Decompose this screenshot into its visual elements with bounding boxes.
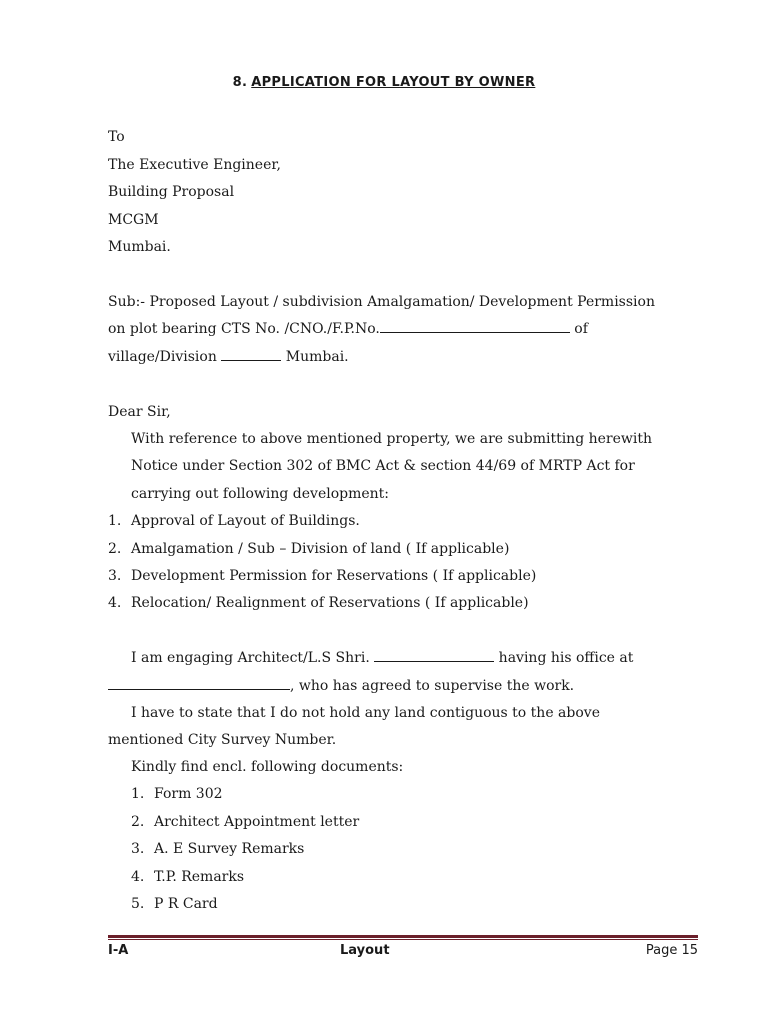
address-recipient: The Executive Engineer,: [108, 157, 281, 173]
footer-rule-thin: [108, 939, 698, 940]
list-number: 1.: [131, 786, 145, 802]
title-number: 8.: [232, 75, 248, 90]
subject-village-label: village/Division: [108, 349, 222, 365]
list-text: P R Card: [154, 896, 218, 912]
subject-of: of: [569, 321, 588, 337]
plot-number-blank: [380, 320, 570, 333]
list-text: Development Permission for Reservations ( If applicable): [131, 568, 537, 584]
list-number: 3.: [131, 841, 145, 857]
statement-line-1: I have to state that I do not hold any land contiguous to the above: [131, 705, 600, 721]
page-number: Page 15: [645, 943, 698, 958]
list-text: Amalgamation / Sub – Division of land ( If applicable): [131, 541, 510, 557]
list-number: 4.: [131, 869, 145, 885]
list-number: 2.: [108, 541, 122, 557]
architect-office: having his office at: [494, 650, 634, 666]
footer-rule-thick: [108, 935, 698, 938]
page-title: [0, 75, 768, 90]
intro-line-2: Notice under Section 302 of BMC Act & section 44/69 of MRTP Act for: [131, 458, 635, 474]
architect-line-1: [131, 649, 633, 667]
title-text: APPLICATION FOR LAYOUT BY OWNER: [251, 75, 536, 90]
footer-chapter: Layout: [340, 943, 390, 958]
intro-line-1: With reference to above mentioned property, we are submitting herewith: [131, 431, 652, 447]
intro-line-3: carrying out following development:: [131, 486, 390, 502]
office-address-blank: [108, 677, 290, 690]
division-blank: [221, 348, 281, 361]
list-number: 1.: [108, 513, 122, 529]
architect-label: I am engaging Architect/L.S Shri.: [131, 650, 375, 666]
architect-name-blank: [374, 649, 494, 662]
architect-supervise: , who has agreed to supervise the work.: [290, 678, 575, 694]
subject-mumbai: Mumbai.: [281, 349, 349, 365]
address-city: Mumbai.: [108, 239, 171, 255]
list-text: A. E Survey Remarks: [154, 841, 305, 857]
page-footer: [108, 943, 698, 961]
list-number: 2.: [131, 814, 145, 830]
address-department: Building Proposal: [108, 184, 235, 200]
list-text: T.P. Remarks: [154, 869, 245, 885]
salutation: Dear Sir,: [108, 404, 171, 420]
list-number: 3.: [108, 568, 122, 584]
list-number: 4.: [108, 595, 122, 611]
subject-line-1: Sub:- Proposed Layout / subdivision Amalgamation/ Development Permission: [108, 294, 655, 310]
list-text: Approval of Layout of Buildings.: [131, 513, 360, 529]
list-text: Form 302: [154, 786, 223, 802]
enclosure-intro: Kindly find encl. following documents:: [131, 759, 404, 775]
subject-line-2: [108, 320, 588, 338]
architect-line-2: [108, 677, 574, 695]
footer-section: I-A: [108, 943, 129, 958]
subject-line-3: [108, 348, 349, 366]
statement-line-2: mentioned City Survey Number.: [108, 732, 337, 748]
address-to: To: [108, 129, 125, 145]
address-organization: MCGM: [108, 212, 159, 228]
subject-plot-label: on plot bearing CTS No. /CNO./F.P.No.: [108, 321, 380, 337]
list-text: Architect Appointment letter: [154, 814, 360, 830]
list-text: Relocation/ Realignment of Reservations ( If applicable): [131, 595, 529, 611]
list-number: 5.: [131, 896, 145, 912]
